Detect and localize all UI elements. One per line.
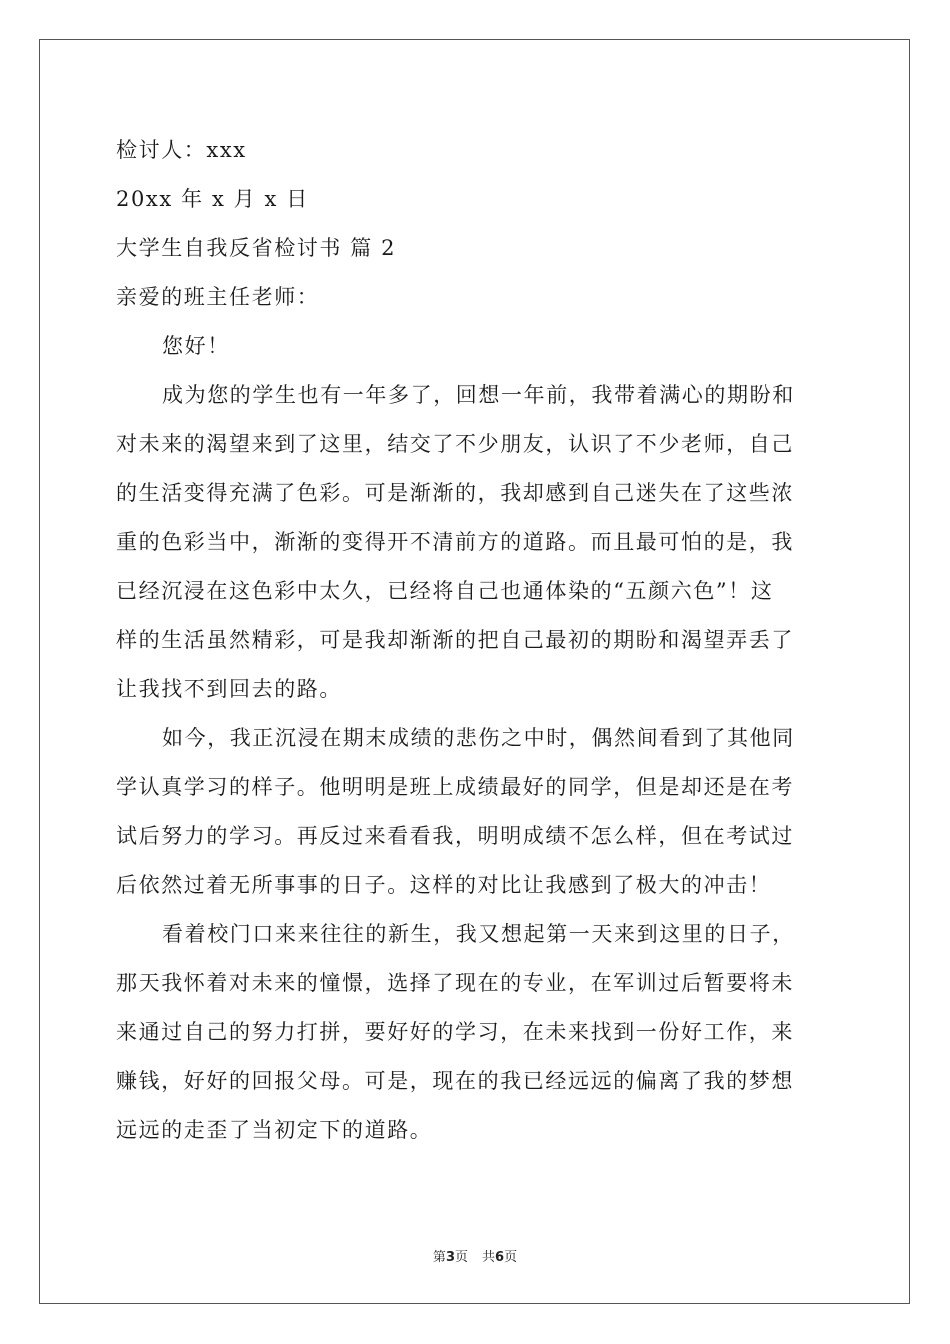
paragraph-line: 成为您的学生也有一年多了，回想一年前，我带着满心的期盼和 [162, 383, 795, 407]
page-footer [0, 1246, 950, 1265]
paragraph-line: 重的色彩当中，渐渐的变得开不清前方的道路。而且最可怕的是，我 [116, 530, 794, 554]
paragraph-line: 那天我怀着对未来的憧憬，选择了现在的专业，在军训过后暂要将未 [116, 971, 794, 995]
page-number-prefix: 第 [432, 1250, 446, 1265]
paragraph-line: 远远的走歪了当初定下的道路。 [116, 1118, 433, 1142]
paragraph-2 [116, 714, 836, 910]
current-page-number: 3 [445, 1250, 455, 1265]
paragraph-line: 看着校门口来来往往的新生，我又想起第一天来到这里的日子， [162, 922, 795, 946]
paragraph-line: 如今，我正沉浸在期末成绩的悲伤之中时，偶然间看到了其他同 [162, 726, 795, 750]
reviewer-line: 检讨人：xxx [116, 138, 247, 162]
paragraph-line: 学认真学习的样子。他明明是班上成绩最好的同学，但是却还是在考 [116, 775, 794, 799]
document-title: 大学生自我反省检讨书 篇 2 [116, 236, 397, 260]
total-page-count: 6 [495, 1250, 505, 1265]
paragraph-1 [116, 371, 836, 714]
paragraph-line: 赚钱，好好的回报父母。可是，现在的我已经远远的偏离了我的梦想 [116, 1069, 794, 1093]
paragraph-line: 对未来的渴望来到了这里，结交了不少朋友，认识了不少老师，自己 [116, 432, 794, 456]
greeting: 您好！ [162, 334, 230, 358]
paragraph-line: 来通过自己的努力打拼，要好好的学习，在未来找到一份好工作，来 [116, 1020, 794, 1044]
paragraph-line: 后依然过着无所事事的日子。这样的对比让我感到了极大的冲击！ [116, 873, 772, 897]
paragraph-line: 的生活变得充满了色彩。可是渐渐的，我却感到自己迷失在了这些浓 [116, 481, 794, 505]
paragraph-line: 让我找不到回去的路。 [116, 677, 342, 701]
paragraph-line: 已经沉浸在这色彩中太久，已经将自己也通体染的“五颜六色”！这 [116, 579, 774, 603]
total-pages-suffix: 页 [504, 1250, 518, 1265]
document-body [116, 126, 836, 1155]
paragraph-3 [116, 910, 836, 1155]
paragraph-line: 样的生活虽然精彩，可是我却渐渐的把自己最初的期盼和渴望弄丢了 [116, 628, 794, 652]
page-number-suffix: 页 [454, 1250, 468, 1265]
salutation: 亲爱的班主任老师： [116, 285, 320, 309]
paragraph-line: 试后努力的学习。再反过来看看我，明明成绩不怎么样，但在考试过 [116, 824, 794, 848]
total-pages-prefix: 共 [482, 1250, 496, 1265]
date-line: 20xx 年 x 月 x 日 [116, 187, 309, 211]
